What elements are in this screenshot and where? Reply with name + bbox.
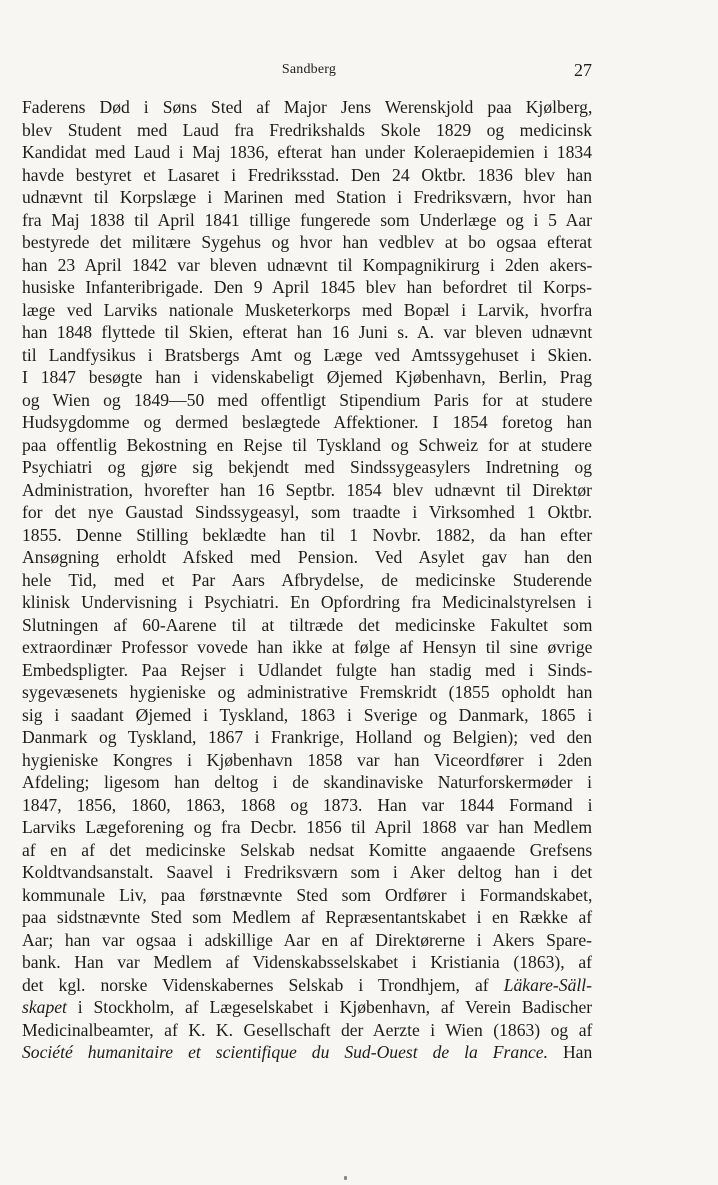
text-segment: i Stockholm, af Lægeselskabet i Kjøbenhavn, af Verein Badischer	[66, 997, 593, 1017]
text-segment: Han	[548, 1042, 593, 1062]
text-line	[22, 974, 592, 997]
text-segment: Koldtvandsanstalt. Saavel i Fredriksværn som i Aker deltog han i det	[22, 862, 593, 882]
text-line	[22, 681, 592, 704]
text-segment: 1847, 1856, 1860, 1863, 1868 og 1873. Han var 1844 Formand i	[22, 794, 593, 815]
text-segment: hele Tid, med et Par Aars Afbrydelse, de medicinske Studerende	[22, 569, 592, 590]
text-segment: han 1848 flyttede til Skien, efterat han 16 Juni s. A. var bleven udnævnt	[22, 322, 593, 342]
text-segment: Administration, hvorefter han 16 Septbr. 1854 blev udnævnt til Direktør	[22, 479, 592, 500]
italic-text-segment: skapet	[22, 997, 67, 1017]
text-segment: Afdeling; ligesom han deltog i de skandinaviske Naturforskermøder i	[22, 772, 592, 792]
text-segment: det kgl. norske Videnskabernes Selskab i Trondhjem, af	[22, 974, 504, 995]
text-line	[22, 276, 592, 299]
text-line	[22, 524, 592, 547]
text-line	[22, 861, 592, 884]
text-segment: hygieniske Kongres i Kjøbenhavn 1858 var han Viceordfører i 2den	[22, 749, 592, 770]
text-line	[22, 569, 592, 592]
text-segment: til Landfysikus i Bratsbergs Amt og Læge ved Amtssygehuset i Skien.	[22, 344, 592, 365]
text-line	[22, 659, 592, 682]
text-line	[22, 141, 592, 164]
text-line	[22, 906, 592, 929]
text-segment: bestyrede det militære Sygehus og hvor han vedblev at bo ogsaa efterat	[22, 232, 592, 252]
text-line	[22, 884, 592, 907]
text-line	[22, 119, 592, 142]
text-line	[22, 929, 592, 952]
text-segment: fra Maj 1838 til April 1841 tillige fungerede som Underlæge og i 5 Aar	[22, 209, 592, 230]
text-line	[22, 704, 592, 727]
text-line	[22, 816, 592, 839]
text-line	[22, 299, 592, 322]
text-segment: Psychiatri og gjøre sig bekjendt med Sindssygeasylers Indretning og	[22, 457, 592, 477]
text-segment: Slutningen af 60-Aarene til at tiltræde det medicinske Fakultet som	[22, 614, 593, 635]
text-segment: kommunale Liv, paa førstnævnte Sted som Ordfører i Formandskabet,	[22, 884, 593, 905]
text-segment: blev Student med Laud fra Fredrikshalds Skole 1829 og medicinsk	[22, 119, 592, 140]
text-segment: Danmark og Tyskland, 1867 i Frankrige, Holland og Belgien); ved den	[22, 727, 592, 747]
text-segment: Kandidat med Laud i Maj 1836, efterat han under Koleraepidemien i 1834	[22, 142, 592, 162]
print-speck	[344, 1176, 347, 1180]
text-segment: extraordinær Professor vovede han ikke at følge af Hensyn til sine øvrige	[22, 637, 593, 657]
text-line	[22, 344, 592, 367]
text-line	[22, 254, 592, 277]
text-segment: læge ved Larviks nationale Musketerkorps med Bopæl i Larvik, hvorfra	[22, 299, 593, 320]
text-segment: udnævnt til Korpslæge i Marinen med Station i Fredriksværn, hvor han	[22, 187, 592, 207]
text-segment: paa offentlig Bekostning en Rejse til Tyskland og Schweiz for at studere	[22, 434, 592, 455]
text-segment: husiske Infanteribrigade. Den 9 April 1845 blev han befordret til Korps-	[22, 277, 592, 297]
text-line	[22, 794, 592, 817]
text-line	[22, 186, 592, 209]
text-line	[22, 614, 592, 637]
text-line	[22, 546, 592, 569]
italic-text-segment: Société humanitaire et scientifique du Sud-Ouest de la France.	[22, 1042, 549, 1062]
text-segment: havde bestyret et Lasaret i Fredriksstad. Den 24 Oktbr. 1836 blev han	[22, 164, 593, 185]
text-line	[22, 1019, 592, 1042]
text-segment: Medicinalbeamter, af K. K. Gesellschaft der Aerzte i Wien (1863) og af	[22, 1019, 593, 1040]
text-line	[22, 321, 592, 344]
text-line	[22, 636, 592, 659]
text-line	[22, 389, 592, 412]
body-text	[22, 96, 592, 1064]
text-segment: for det nye Gaustad Sindssygeasyl, som traadte i Virksomhed 1 Oktbr.	[22, 502, 593, 522]
text-line	[22, 456, 592, 479]
text-segment: paa sidstnævnte Sted som Medlem af Repræsentantskabet i en Række af	[22, 907, 593, 927]
text-line	[22, 411, 592, 434]
text-segment: af en af det medicinske Selskab nedsat Komitte angaaende Grefsens	[22, 839, 593, 860]
text-line	[22, 726, 592, 749]
text-line	[22, 209, 592, 232]
text-line	[22, 479, 592, 502]
italic-text-segment: Läkare-Säll-	[503, 974, 592, 995]
text-line	[22, 1041, 592, 1064]
text-segment: Hudsygdomme og dermed beslægtede Affektioner. I 1854 foretog han	[22, 412, 592, 432]
text-segment: sygevæsenets hygieniske og administrative Fremskridt (1855 opholdt han	[22, 682, 593, 702]
text-segment: klinisk Undervisning i Psychiatri. En Opfordring fra Medicinalstyrelsen i	[22, 592, 592, 612]
text-line	[22, 434, 592, 457]
text-line	[22, 749, 592, 772]
text-line	[22, 96, 592, 119]
running-header: Sandberg	[281, 62, 337, 77]
text-segment: Larviks Lægeforening og fra Decbr. 1856 til April 1868 var han Medlem	[22, 817, 593, 837]
text-segment: Embedspligter. Paa Rejser i Udlandet fulgte han stadig med i Sinds-	[22, 659, 593, 680]
text-segment: Faderens Død i Søns Sted af Major Jens Werenskjold paa Kjølberg,	[22, 97, 593, 117]
text-segment: bank. Han var Medlem af Videnskabsselskabet i Kristiania (1863), af	[22, 952, 592, 972]
text-segment: Aar; han var ogsaa i adskillige Aar en af Direktørerne i Akers Spare-	[22, 929, 592, 950]
text-segment: I 1847 besøgte han i videnskabeligt Øjemed Kjøbenhavn, Berlin, Prag	[22, 367, 592, 387]
text-line	[22, 839, 592, 862]
text-line	[22, 501, 592, 524]
text-line	[22, 366, 592, 389]
text-segment: og Wien og 1849—50 med offentligt Stipendium Paris for at studere	[22, 389, 593, 410]
page-number: 27	[574, 60, 592, 80]
text-segment: Ansøgning erholdt Afsked med Pension. Ved Asylet gav han den	[22, 547, 593, 567]
text-line	[22, 951, 592, 974]
text-line	[22, 771, 592, 794]
text-line	[22, 996, 592, 1019]
text-segment: han 23 April 1842 var bleven udnævnt til Kompagnikirurg i 2den akers-	[22, 254, 593, 275]
text-line	[22, 164, 592, 187]
text-segment: 1855. Denne Stilling beklædte han til 1 Novbr. 1882, da han efter	[22, 524, 593, 545]
text-line	[22, 591, 592, 614]
text-segment: sig i saadant Øjemed i Tyskland, 1863 i Sverige og Danmark, 1865 i	[22, 704, 593, 725]
text-line	[22, 231, 592, 254]
